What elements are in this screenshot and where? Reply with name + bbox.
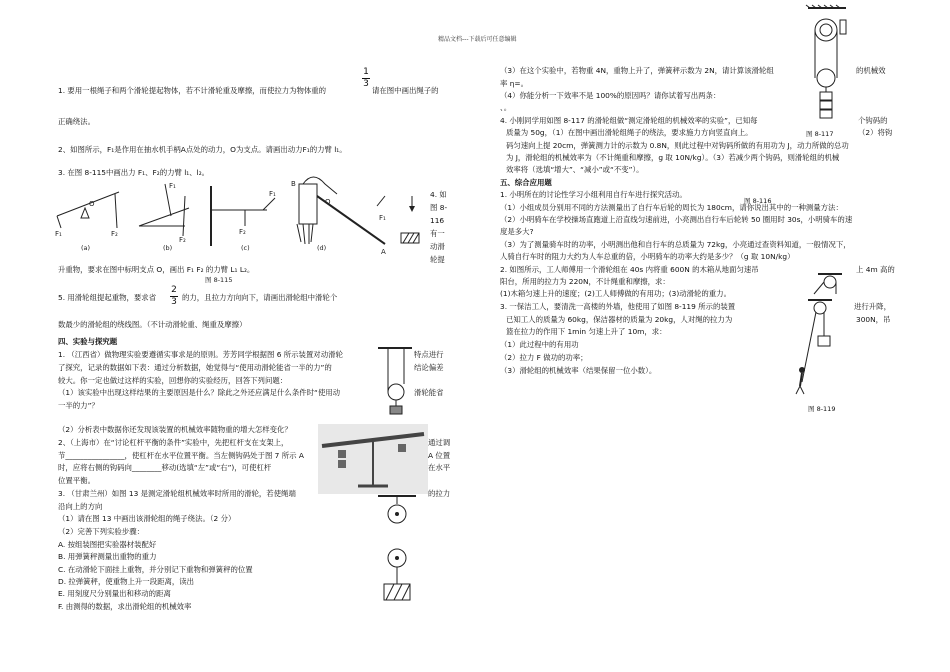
e1-b-r: 结论偏差 bbox=[414, 363, 444, 372]
c1-c: 度是多大? bbox=[500, 227, 534, 236]
svg-text:O: O bbox=[325, 198, 331, 206]
q4-cont: 升重物，要求在图中标明支点 O，画出 F₁ F₂ 的力臂 L₁ L₂。 bbox=[58, 265, 255, 274]
e3-a-r: 的拉力 bbox=[428, 489, 451, 498]
fig-d-label: (d) bbox=[317, 244, 327, 252]
q5-b: 数最少的滑轮组的绕线图。（不计动滑轮重、绳重及摩擦） bbox=[58, 320, 247, 329]
q4-side-6: 轮提 bbox=[430, 255, 445, 264]
figure-8-117-pulley bbox=[802, 4, 852, 122]
c1-text: 1. 小明所在的讨论性学习小组利用自行车进行探究活动。 bbox=[500, 190, 687, 199]
fig-8-117-caption: 图 8-117 bbox=[806, 130, 834, 138]
c3-c: 篮在拉力的作用下 1min 匀速上升了 10m，求： bbox=[506, 327, 667, 336]
p4-a: 4. 小刚同学用如图 8-117 的滑轮组做“测定滑轮组的机械效率的实验”，已知每 bbox=[500, 116, 758, 125]
q1-tail: 请在图中画出绳子的 bbox=[372, 86, 439, 95]
svg-text:F₂: F₂ bbox=[179, 236, 186, 244]
q1-b: 正确绕法。 bbox=[58, 117, 95, 126]
p4-d: 为 J，滑轮组的机械效率为（不计绳重和摩擦，g 取 10N/kg）。（3）若减少两个钩码，则滑轮组的机械 bbox=[506, 153, 840, 162]
r3-b: 率 η=。 bbox=[500, 79, 529, 88]
c3-text: 3. 一保洁工人，要清洗一高楼的外墙，他使用了如图 8-119 所示的装置 bbox=[500, 302, 736, 311]
q5-frac-den: 3 bbox=[171, 297, 177, 307]
c3-e: （2）拉力 F 做功的功率； bbox=[500, 353, 588, 362]
e2-c: 时，应将右侧的钩码向________移动(选填“左”或“右”)，可使杠杆 bbox=[58, 463, 272, 472]
c3-d: （1）此过程中的有用功 bbox=[500, 340, 579, 349]
svg-text:B: B bbox=[291, 180, 296, 188]
p4-b: 质量为 50g，（1）在图中画出滑轮组绳子的绕法，要求施力方向竖直向上。 bbox=[506, 128, 753, 137]
c2-c: (1)木箱匀速上升的速度；(2)工人师傅做的有用功；(3)动滑轮的重力。 bbox=[500, 289, 731, 298]
r4-text: （4）你能分析一下效率不是 100%的原因吗？请你试着写出两条： bbox=[500, 91, 721, 100]
figure-13-pulleys bbox=[374, 494, 420, 606]
svg-text:F₁: F₁ bbox=[379, 214, 386, 222]
p4-b-r: （2）将钩 bbox=[858, 128, 893, 137]
c1-a: （1）小组成员分别用不同的方法测量出了自行车后轮的周长为 180cm，请你说出其中的一种测量方法： bbox=[500, 203, 843, 212]
q5-fraction bbox=[170, 286, 178, 307]
svg-text:A: A bbox=[381, 248, 386, 256]
section-4-heading: 四、实验与探究题 bbox=[58, 337, 118, 346]
fig-8-116-caption: 图 8-116 bbox=[744, 197, 772, 205]
q5-tail: 的力，且拉力方向向下，请画出滑轮组中滑轮个 bbox=[182, 293, 338, 302]
e2-a-r: 通过调 bbox=[428, 438, 451, 447]
step-e: E. 用刻度尺分别量出和移动的距离 bbox=[58, 589, 171, 598]
q1-text: 1. 要用一根绳子和两个滑轮提起物体，若不计滑轮重及摩擦，而使拉力为物体重的 bbox=[58, 86, 327, 95]
e3-d: （2）完善下列实验步骤： bbox=[58, 527, 145, 536]
q4-side-4: 有一 bbox=[430, 229, 445, 238]
figure-8-116-arrow bbox=[404, 194, 426, 214]
svg-text:F₂: F₂ bbox=[239, 228, 246, 236]
c3-b-r: 300N，吊 bbox=[856, 315, 891, 324]
svg-text:F₁: F₁ bbox=[169, 182, 176, 190]
figure-7-lever bbox=[318, 424, 428, 494]
q5-frac-num: 2 bbox=[171, 285, 177, 295]
c3-r: 进行升降， bbox=[854, 302, 891, 311]
e3-c: （1）请在图 13 中画出该滑轮组的绳子绕法。（2 分） bbox=[58, 514, 236, 523]
q4-side-5: 动滑 bbox=[430, 242, 445, 251]
c2-text: 2. 如图所示，工人师傅用一个滑轮组在 40s 内将重 600N 的木箱从地面匀速吊 bbox=[500, 265, 759, 274]
e1-d-r: 滑轮能省 bbox=[414, 388, 444, 397]
r3-text: （3）在这个实验中，若物重 4N，重物上升了，弹簧秤示数为 2N，请计算该滑轮组 bbox=[500, 66, 774, 75]
q5-text: 5. 用滑轮组提起重物，要求省 bbox=[58, 293, 157, 302]
q1-frac-num: 1 bbox=[363, 67, 369, 77]
q1-fraction bbox=[362, 68, 370, 89]
e1-d: （1）该实验中出现这样结果的主要原因是什么？除此之外还应满足什么条件时“使用动 bbox=[58, 388, 340, 397]
e1-a-r: 特点进行 bbox=[414, 350, 444, 359]
e2-b-r: A 位置 bbox=[428, 451, 451, 460]
svg-text:F₁: F₁ bbox=[269, 190, 276, 198]
e2-d: 位置平衡。 bbox=[58, 476, 95, 485]
q4-side-3: 116 bbox=[430, 216, 445, 225]
q2-text: 2、如图所示，F₁是作用在抽水机手柄A点处的动力，O为支点。请画出动力F₁的力臂 l₁。 bbox=[58, 145, 347, 154]
svg-text:F₁: F₁ bbox=[55, 230, 62, 238]
e1-b: 了探究，记录的数据如下表：通过分析数据，她觉得与“使用动滑轮能省一半的力”的 bbox=[58, 363, 332, 372]
section-5-heading: 五、综合应用题 bbox=[500, 178, 552, 187]
e1-e: 一半的力”？ bbox=[58, 401, 99, 410]
q4-side-1: 4. 如 bbox=[430, 190, 447, 199]
p4-c: 码匀速向上提 20cm，弹簧测力计的示数为 0.8N，则此过程中对钩码所做的有用功为 J，动力所做的总功 bbox=[506, 141, 849, 150]
step-d: D. 拉弹簧秤，使重物上升一段距离，读出 bbox=[58, 577, 195, 586]
q1-frac-den: 3 bbox=[363, 79, 369, 89]
figure-6-pulley bbox=[376, 344, 414, 416]
e2-c-r: 在水平 bbox=[428, 463, 451, 472]
fig-8-119-caption: 图 8-119 bbox=[808, 405, 836, 413]
fig-a-label: (a) bbox=[81, 244, 91, 252]
e1-f: （2）分析表中数据你还发现该装置的机械效率随物重的增大怎样变化？ bbox=[58, 425, 292, 434]
fig-115-caption: 图 8-115 bbox=[205, 276, 233, 284]
r3-r: 的机械效 bbox=[856, 66, 886, 75]
figure-8-119 bbox=[788, 296, 848, 396]
e2-b: 节________________，使杠杆在水平位置平衡。当左侧钩码处于图 7 所示 A bbox=[58, 451, 304, 460]
e1-c: 较大。你一定也做过这样的实验，回想你的实验经历，回答下列问题： bbox=[58, 376, 288, 385]
c1-d: （3）为了测量骑车时的功率，小明测出他和自行车的总质量为 72kg，小亮通过查资料知道，一般情况下， bbox=[500, 240, 851, 249]
svg-text:F₂: F₂ bbox=[111, 230, 118, 238]
c2-b: 阳台，所用的拉力为 220N，不计绳重和摩擦，求： bbox=[500, 277, 670, 286]
worker-pulley-figure bbox=[808, 270, 848, 296]
e3-a: 3. （甘肃兰州）如图 13 是测定滑轮组机械效率时所用的滑轮，若使绳端 bbox=[58, 489, 296, 498]
e1-a: 1. （江西省）做物理实验要遵循实事求是的原则。芳芳同学根据图 6 所示装置对动滑轮 bbox=[58, 350, 343, 359]
hatched-block bbox=[400, 232, 422, 246]
p4-e: 效率将（选填“增大”、“减小”或“不变”）。 bbox=[506, 165, 644, 174]
c2-r: 上 4m 高的 bbox=[856, 265, 895, 274]
q4-side-2: 图 8- bbox=[430, 203, 448, 212]
c1-b: （2）小明骑车在学校操场直跑道上沿直线匀速前进，小亮测出自行车后轮转 50 圈用时 30s，小明骑车的速 bbox=[500, 215, 853, 224]
c3-f: （3）滑轮组的机械效率（结果保留一位小数）。 bbox=[500, 366, 657, 375]
fig-b-label: (b) bbox=[163, 244, 173, 252]
r4-b: 、。 bbox=[500, 103, 512, 112]
q3-text: 3. 在图 8-115中画出力 F₁、F₂的力臂 l₁、l₂。 bbox=[58, 168, 210, 177]
p4-a-r: 个钩码的 bbox=[858, 116, 888, 125]
step-a: A. 按组装图把实验器材装配好 bbox=[58, 540, 157, 549]
e3-b: 沿向上的方向 bbox=[58, 502, 103, 511]
svg-text:O: O bbox=[89, 200, 95, 208]
step-c: C. 在动滑轮下面挂上重物，并分别记下重物和弹簧秤的位置 bbox=[58, 565, 253, 574]
fig-c-label: (c) bbox=[241, 244, 250, 252]
step-f: F. 由测得的数据，求出滑轮组的机械效率 bbox=[58, 602, 192, 611]
c1-e: 人骑自行车时的阻力大约为人车总重的倍，小明骑车的功率大约是多少？（g 取 10N/kg） bbox=[500, 252, 795, 261]
step-b: B. 用弹簧秤测量出重物的重力 bbox=[58, 552, 157, 561]
page-header: 精品文档---下载后可任意编辑 bbox=[438, 36, 517, 43]
e2-a: 2、（上海市）在“讨论杠杆平衡的条件”实验中，先把杠杆支在支架上， bbox=[58, 438, 289, 447]
c3-b: 已知工人的质量为 60kg，保洁器材的质量为 20kg，人对绳的拉力为 bbox=[506, 315, 733, 324]
